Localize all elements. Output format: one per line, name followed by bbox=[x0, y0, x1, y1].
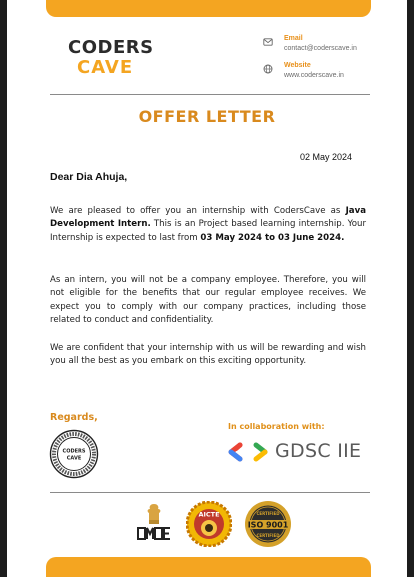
msme-logo bbox=[135, 502, 173, 544]
gdsc-logo-icon bbox=[228, 442, 268, 462]
offer-letter-page bbox=[7, 0, 407, 577]
top-accent-bar bbox=[46, 0, 371, 17]
collaboration-label: In collaboration with: bbox=[228, 422, 325, 431]
svg-text:CODERS: CODERS bbox=[62, 448, 86, 455]
iso-main-text: ISO 9001 bbox=[247, 520, 289, 530]
website-value[interactable]: www.coderscave.in bbox=[284, 72, 344, 79]
iso-bottom-text: CERTIFIED bbox=[256, 533, 280, 538]
paragraph-closing: We are confident that your internship with us will be rewarding and wish you all the best as you embark on this exciting opportunity. bbox=[50, 343, 366, 367]
regards-label: Regards, bbox=[50, 412, 98, 423]
offer-text-c: This is an Project based learning internship. Your Internship is expected to last from bbox=[50, 219, 366, 243]
bottom-accent-bar bbox=[46, 557, 371, 577]
header-divider bbox=[50, 94, 370, 95]
website-label: Website bbox=[284, 62, 311, 69]
aicte-seal bbox=[186, 501, 232, 547]
email-label: Email bbox=[284, 35, 303, 42]
globe-icon bbox=[263, 64, 273, 74]
company-stamp-seal bbox=[49, 429, 99, 479]
aicte-text: AICTE bbox=[198, 510, 220, 519]
paragraph-offer bbox=[50, 205, 366, 245]
document-title: OFFER LETTER bbox=[138, 107, 276, 126]
email-value[interactable]: contact@coderscave.in bbox=[284, 45, 357, 52]
offer-text-a: We are pleased to offer you an internship with CodersCave as bbox=[50, 206, 346, 216]
iso-9001-seal bbox=[244, 500, 292, 548]
gdsc-partner-name: GDSC IIE bbox=[275, 440, 362, 462]
footer-divider bbox=[50, 492, 370, 493]
email-icon bbox=[263, 37, 273, 47]
logo-line1: CODERS bbox=[68, 37, 154, 58]
iso-top-text: CERTIFIED bbox=[256, 511, 280, 516]
offer-dates: 03 May 2024 to 03 June 2024. bbox=[200, 232, 345, 243]
greeting: Dear Dia Ahuja, bbox=[50, 171, 128, 183]
svg-text:CAVE: CAVE bbox=[66, 455, 82, 462]
coderscave-logo bbox=[68, 37, 154, 78]
logo-line2: CAVE bbox=[77, 57, 134, 78]
letter-date: 02 May 2024 bbox=[300, 152, 353, 162]
paragraph-terms: As an intern, you will not be a company employee. Therefore, you will not eligible for the benefits that our regular employee receives. We expect you to comply with our company practices, including those related to conduct and confidentiality. bbox=[50, 275, 366, 326]
offer-role: Java Development Intern. bbox=[50, 206, 366, 230]
